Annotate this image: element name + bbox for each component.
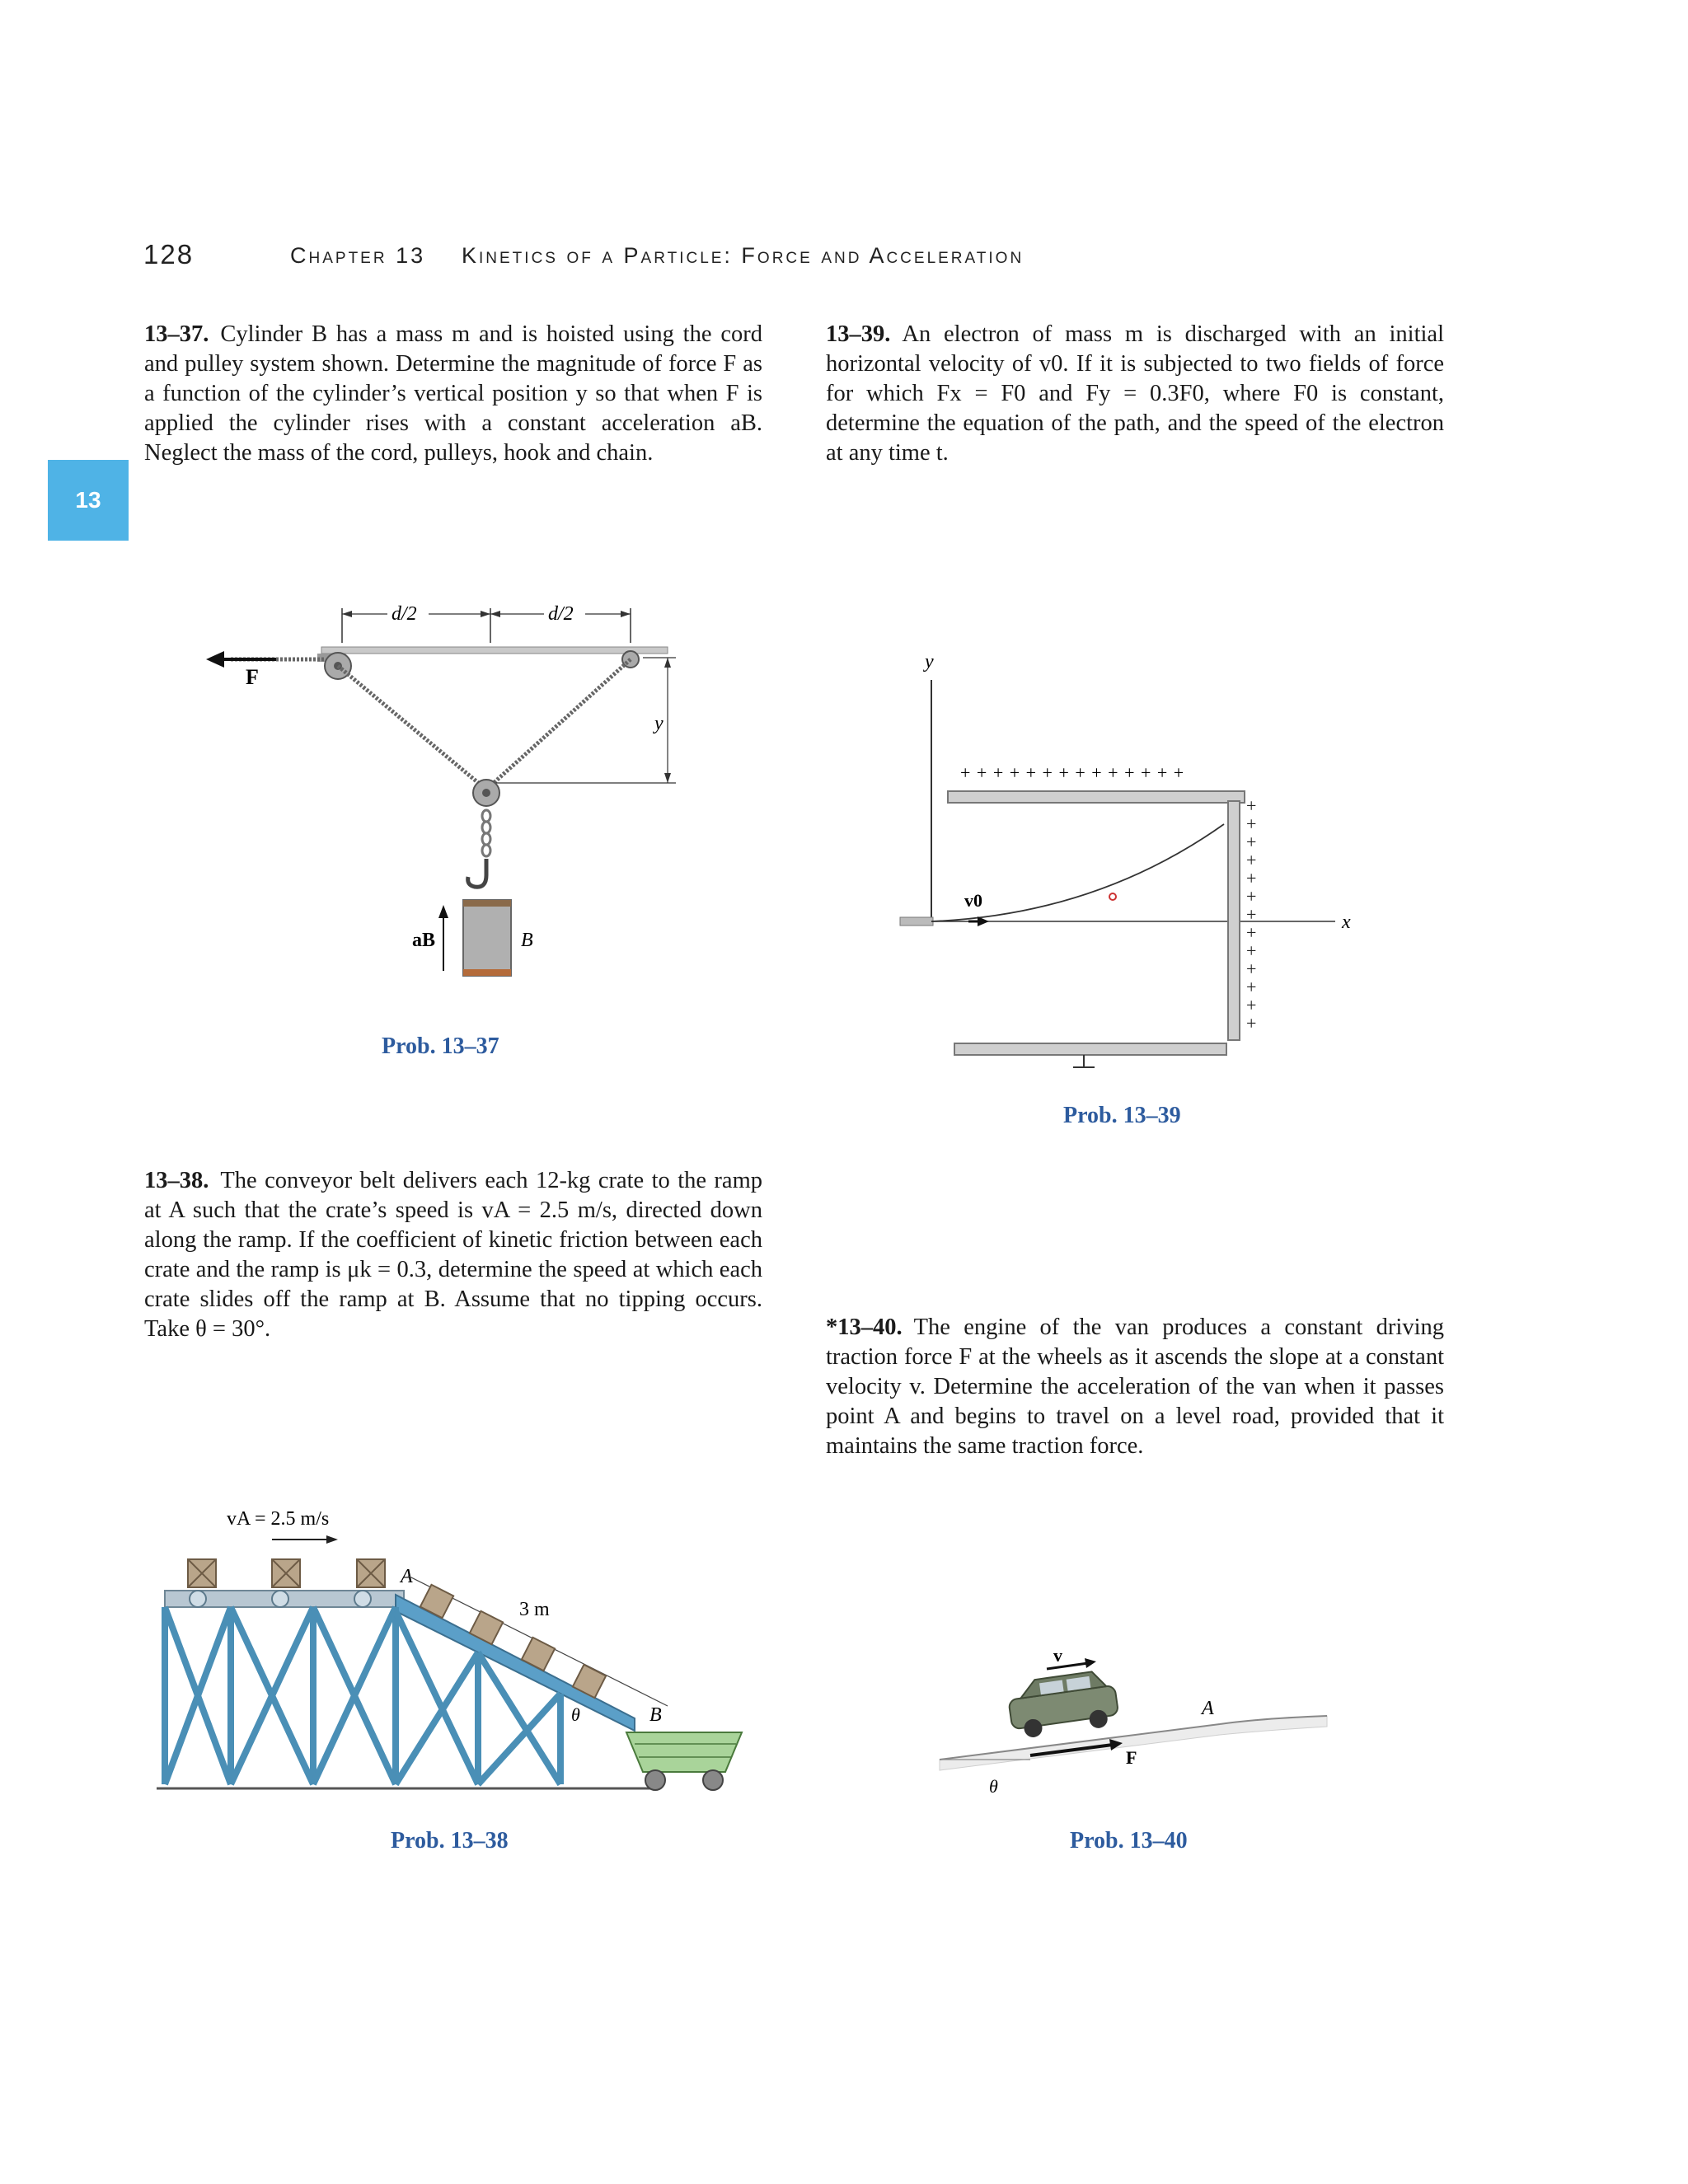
chapter-tab: 13 — [48, 460, 129, 541]
svg-text:+: + — [1246, 868, 1257, 888]
svg-text:+: + — [1246, 940, 1257, 961]
velocity-label: v — [1053, 1648, 1062, 1666]
dimension-d-right: d/2 — [548, 603, 574, 625]
point-a-label: A — [1202, 1698, 1214, 1719]
problem-number: 13–39. — [826, 321, 891, 347]
problem-13-38 — [144, 1166, 762, 1344]
problem-text: The engine of the van produces a constant driving traction force F at the wheels as it ascends the slope at a constant velocity v. Determine the acceleration of the van when it passes point A and begins to travel on a level road, provided that it maintains the same traction force. — [826, 1315, 1444, 1459]
problem-13-37 — [144, 320, 762, 468]
chapter-title: Kinetics of a Particle: Force and Acceleration — [462, 243, 1025, 268]
caption-13-38: Prob. 13–38 — [391, 1828, 509, 1854]
problem-number: 13–37. — [144, 321, 209, 347]
cylinder-label: B — [521, 930, 533, 951]
figure-13-38 — [157, 1500, 767, 1813]
axis-y-label: y — [925, 651, 934, 673]
figure-13-39 — [890, 643, 1385, 1071]
angle-label: θ — [571, 1704, 580, 1725]
top-plate-charges: + + + + + + + + + + + + + + — [960, 762, 1185, 783]
svg-text:+: + — [1246, 1013, 1257, 1033]
problem-text: The conveyor belt delivers each 12-kg crate to the ramp at A such that the crate’s speed is vA = 2.5 m/s, directed down along the ramp. If the coefficient of kinetic friction between each crate and the ramp is μk = 0.3, determine the speed at which each crate slides off the ramp at B. Assume that no tipping occurs. Take θ = 30°. — [144, 1168, 762, 1342]
initial-velocity-label: v0 — [964, 890, 982, 911]
speed-label: vA = 2.5 m/s — [227, 1508, 330, 1530]
axis-x-label: x — [1342, 912, 1351, 933]
slope-angle-label: θ — [989, 1776, 998, 1797]
caption-13-40: Prob. 13–40 — [1070, 1828, 1188, 1854]
svg-text:+: + — [1246, 850, 1257, 870]
acceleration-label: aB — [412, 930, 436, 951]
caption-13-39: Prob. 13–39 — [1063, 1103, 1181, 1128]
ramp-length-label: 3 m — [519, 1599, 550, 1620]
force-label: F — [246, 665, 259, 689]
problem-number: 13–38. — [144, 1168, 209, 1193]
svg-text:+: + — [1246, 977, 1257, 997]
problem-number: *13–40. — [826, 1315, 903, 1340]
svg-text:+: + — [1246, 958, 1257, 979]
problem-text: Cylinder B has a mass m and is hoisted using the cord and pulley system shown. Determine the magnitude of force F as a function of the cylinder’s vertical position y so that when F is applied the cylinder rises with a constant acceleration aB. Neglect the mass of the cord, pulleys, hook and chain. — [144, 321, 762, 466]
dimension-d-left: d/2 — [392, 603, 417, 625]
svg-text:+: + — [1246, 886, 1257, 907]
figure-13-40 — [931, 1648, 1360, 1813]
svg-text:+: + — [1246, 904, 1257, 925]
caption-13-37: Prob. 13–37 — [382, 1033, 499, 1059]
figure-13-37 — [181, 577, 692, 1005]
point-a-label: A — [401, 1566, 413, 1587]
svg-text:+: + — [1246, 832, 1257, 852]
problem-13-39 — [826, 320, 1444, 468]
traction-force-label: F — [1126, 1747, 1137, 1768]
dimension-y: y — [654, 713, 663, 734]
svg-text:+: + — [1246, 922, 1257, 943]
svg-text:+: + — [1246, 813, 1257, 834]
chapter-label: Chapter 13 — [290, 243, 426, 268]
point-b-label: B — [649, 1704, 662, 1726]
svg-text:+: + — [1246, 995, 1257, 1015]
problem-text: An electron of mass m is discharged with an initial horizontal velocity of v0. If it is subjected to two fields of force for which Fx = F0 and Fy = 0.3F0, where F0 is constant, determine the equation of the path, and the speed of the electron at any time t. — [826, 321, 1444, 466]
page-number: 128 — [143, 239, 195, 269]
problem-13-40 — [826, 1313, 1444, 1461]
svg-text:+: + — [1246, 795, 1257, 816]
